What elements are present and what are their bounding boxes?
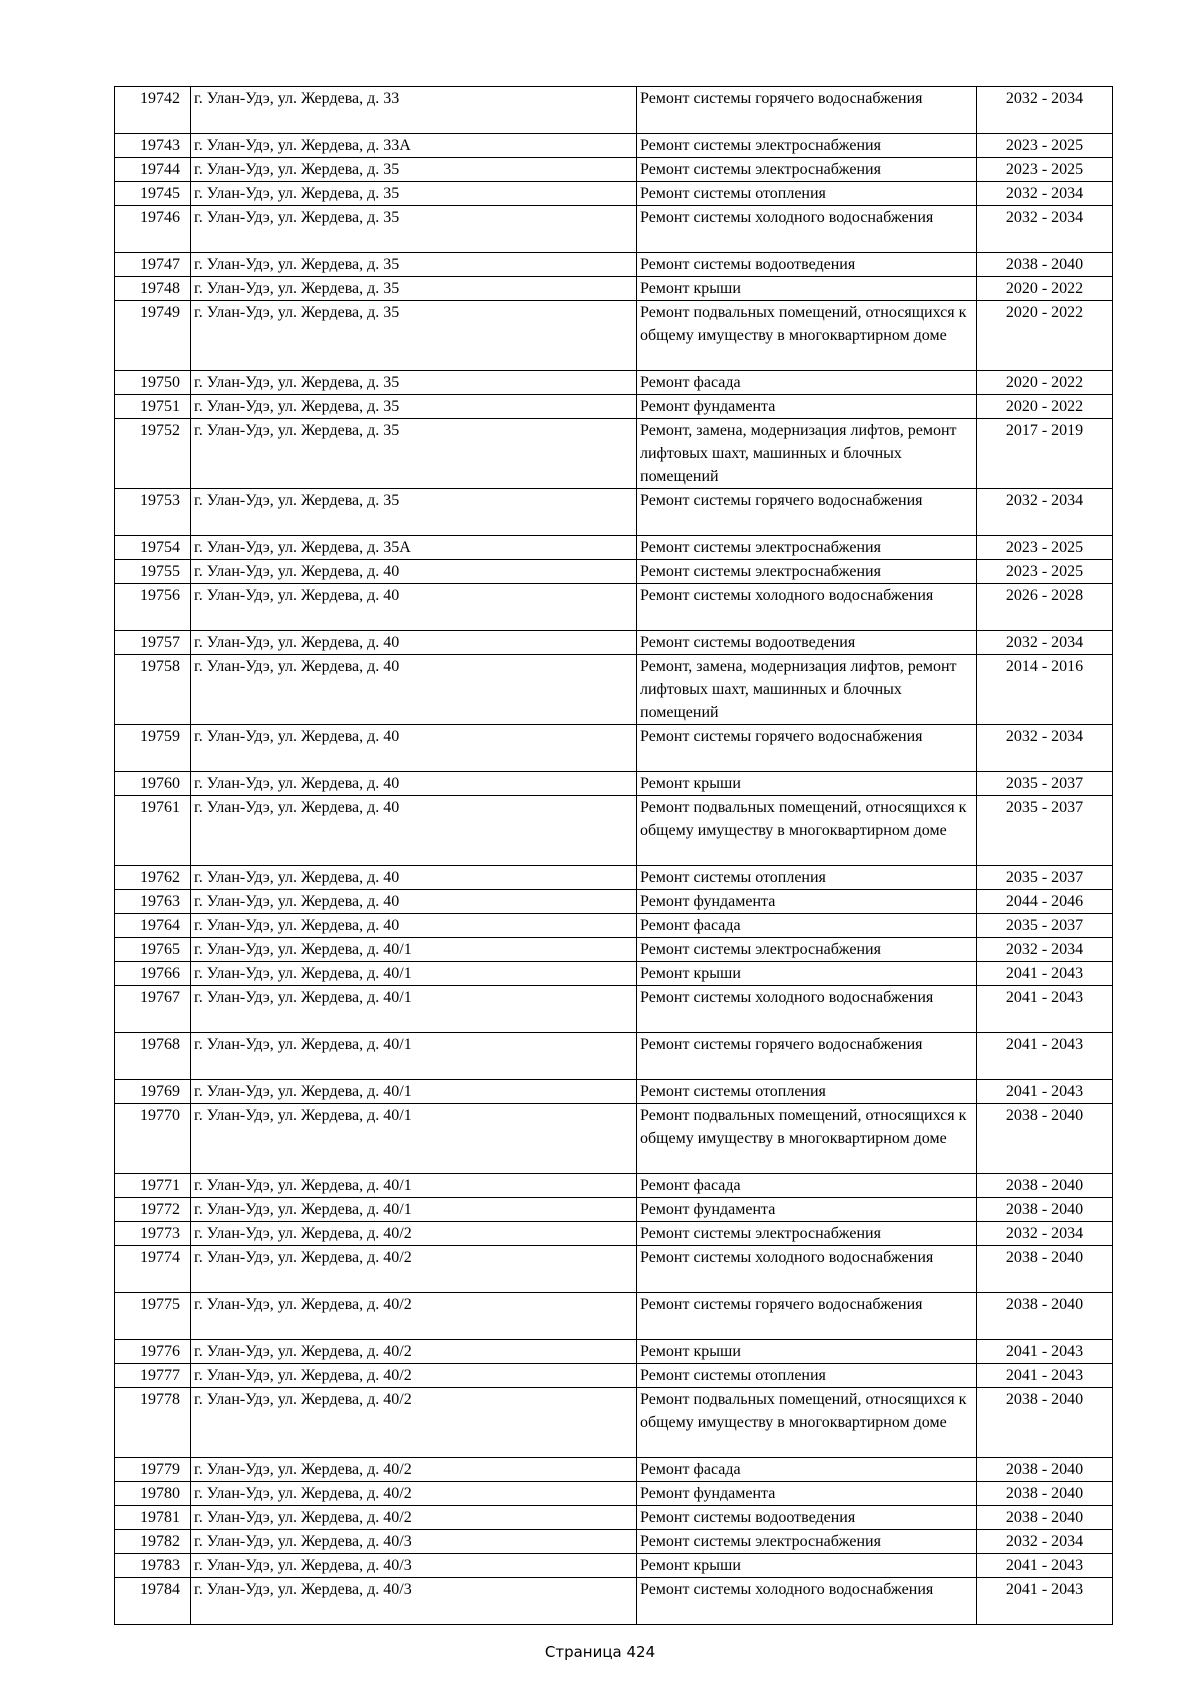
period-cell: 2041 - 2043	[977, 1554, 1113, 1578]
period-cell: 2035 - 2037	[977, 914, 1113, 938]
address-cell: г. Улан-Удэ, ул. Жердева, д. 40	[191, 584, 637, 631]
address-cell: г. Улан-Удэ, ул. Жердева, д. 40	[191, 655, 637, 725]
period-cell: 2032 - 2034	[977, 1530, 1113, 1554]
row-number-cell: 19754	[115, 536, 191, 560]
table-row	[115, 536, 1113, 560]
table-row	[115, 962, 1113, 986]
row-number-cell: 19757	[115, 631, 191, 655]
period-cell: 2038 - 2040	[977, 1293, 1113, 1340]
period-cell: 2032 - 2034	[977, 1222, 1113, 1246]
table-row	[115, 1388, 1113, 1458]
period-cell: 2038 - 2040	[977, 1174, 1113, 1198]
table-row	[115, 631, 1113, 655]
address-cell: г. Улан-Удэ, ул. Жердева, д. 40/1	[191, 986, 637, 1033]
row-number-cell: 19782	[115, 1530, 191, 1554]
table-row	[115, 1174, 1113, 1198]
address-cell: г. Улан-Удэ, ул. Жердева, д. 40/1	[191, 962, 637, 986]
period-cell: 2032 - 2034	[977, 87, 1113, 134]
period-cell: 2038 - 2040	[977, 1506, 1113, 1530]
table-row	[115, 890, 1113, 914]
table-row	[115, 1482, 1113, 1506]
address-cell: г. Улан-Удэ, ул. Жердева, д. 40/1	[191, 1198, 637, 1222]
row-number-cell: 19742	[115, 87, 191, 134]
address-cell: г. Улан-Удэ, ул. Жердева, д. 35	[191, 206, 637, 253]
period-cell: 2032 - 2034	[977, 725, 1113, 772]
table-row	[115, 938, 1113, 962]
period-cell: 2026 - 2028	[977, 584, 1113, 631]
table-row	[115, 866, 1113, 890]
work-type-cell: Ремонт системы горячего водоснабжения	[637, 1293, 977, 1340]
work-type-cell: Ремонт системы отопления	[637, 182, 977, 206]
work-type-cell: Ремонт системы отопления	[637, 1080, 977, 1104]
table-row	[115, 1033, 1113, 1080]
address-cell: г. Улан-Удэ, ул. Жердева, д. 40	[191, 866, 637, 890]
address-cell: г. Улан-Удэ, ул. Жердева, д. 40/3	[191, 1530, 637, 1554]
work-type-cell: Ремонт системы электроснабжения	[637, 1222, 977, 1246]
period-cell: 2038 - 2040	[977, 1482, 1113, 1506]
address-cell: г. Улан-Удэ, ул. Жердева, д. 40/2	[191, 1388, 637, 1458]
row-number-cell: 19774	[115, 1246, 191, 1293]
period-cell: 2023 - 2025	[977, 536, 1113, 560]
table-row	[115, 301, 1113, 371]
row-number-cell: 19776	[115, 1340, 191, 1364]
work-type-cell: Ремонт системы холодного водоснабжения	[637, 1246, 977, 1293]
row-number-cell: 19751	[115, 395, 191, 419]
work-type-cell: Ремонт, замена, модернизация лифтов, ремонт лифтовых шахт, машинных и блочных помещений	[637, 655, 977, 725]
address-cell: г. Улан-Удэ, ул. Жердева, д. 40/2	[191, 1482, 637, 1506]
table-row	[115, 986, 1113, 1033]
table-row	[115, 1104, 1113, 1174]
work-type-cell: Ремонт фасада	[637, 371, 977, 395]
row-number-cell: 19748	[115, 277, 191, 301]
period-cell: 2035 - 2037	[977, 796, 1113, 866]
address-cell: г. Улан-Удэ, ул. Жердева, д. 40/2	[191, 1246, 637, 1293]
table-row	[115, 253, 1113, 277]
address-cell: г. Улан-Удэ, ул. Жердева, д. 40	[191, 914, 637, 938]
address-cell: г. Улан-Удэ, ул. Жердева, д. 40/1	[191, 1104, 637, 1174]
period-cell: 2020 - 2022	[977, 395, 1113, 419]
row-number-cell: 19779	[115, 1458, 191, 1482]
work-type-cell: Ремонт подвальных помещений, относящихся к общему имуществу в многоквартирном доме	[637, 1104, 977, 1174]
row-number-cell: 19763	[115, 890, 191, 914]
work-type-cell: Ремонт фундамента	[637, 1482, 977, 1506]
work-type-cell: Ремонт системы электроснабжения	[637, 938, 977, 962]
row-number-cell: 19761	[115, 796, 191, 866]
table-row	[115, 1554, 1113, 1578]
address-cell: г. Улан-Удэ, ул. Жердева, д. 40	[191, 631, 637, 655]
row-number-cell: 19775	[115, 1293, 191, 1340]
period-cell: 2035 - 2037	[977, 866, 1113, 890]
address-cell: г. Улан-Удэ, ул. Жердева, д. 35	[191, 158, 637, 182]
table-row	[115, 395, 1113, 419]
work-type-cell: Ремонт фундамента	[637, 890, 977, 914]
table-row	[115, 1506, 1113, 1530]
address-cell: г. Улан-Удэ, ул. Жердева, д. 40	[191, 560, 637, 584]
work-type-cell: Ремонт фундамента	[637, 1198, 977, 1222]
row-number-cell: 19769	[115, 1080, 191, 1104]
page-number: Страница 424	[544, 1643, 656, 1661]
address-cell: г. Улан-Удэ, ул. Жердева, д. 35	[191, 301, 637, 371]
period-cell: 2020 - 2022	[977, 277, 1113, 301]
address-cell: г. Улан-Удэ, ул. Жердева, д. 40/2	[191, 1364, 637, 1388]
work-type-cell: Ремонт системы электроснабжения	[637, 536, 977, 560]
work-type-cell: Ремонт системы электроснабжения	[637, 134, 977, 158]
work-type-cell: Ремонт системы электроснабжения	[637, 1530, 977, 1554]
table-row	[115, 1458, 1113, 1482]
table-row	[115, 1364, 1113, 1388]
period-cell: 2032 - 2034	[977, 206, 1113, 253]
work-type-cell: Ремонт крыши	[637, 962, 977, 986]
row-number-cell: 19783	[115, 1554, 191, 1578]
address-cell: г. Улан-Удэ, ул. Жердева, д. 40/1	[191, 938, 637, 962]
period-cell: 2032 - 2034	[977, 182, 1113, 206]
work-type-cell: Ремонт, замена, модернизация лифтов, ремонт лифтовых шахт, машинных и блочных помещений	[637, 419, 977, 489]
address-cell: г. Улан-Удэ, ул. Жердева, д. 40/2	[191, 1222, 637, 1246]
row-number-cell: 19768	[115, 1033, 191, 1080]
table-row	[115, 1222, 1113, 1246]
period-cell: 2041 - 2043	[977, 986, 1113, 1033]
table-row	[115, 206, 1113, 253]
row-number-cell: 19777	[115, 1364, 191, 1388]
row-number-cell: 19781	[115, 1506, 191, 1530]
row-number-cell: 19747	[115, 253, 191, 277]
row-number-cell: 19784	[115, 1578, 191, 1625]
work-type-cell: Ремонт крыши	[637, 1554, 977, 1578]
table-row	[115, 277, 1113, 301]
period-cell: 2020 - 2022	[977, 371, 1113, 395]
row-number-cell: 19764	[115, 914, 191, 938]
table-row	[115, 158, 1113, 182]
row-number-cell: 19770	[115, 1104, 191, 1174]
work-type-cell: Ремонт крыши	[637, 1340, 977, 1364]
work-type-cell: Ремонт системы холодного водоснабжения	[637, 206, 977, 253]
work-type-cell: Ремонт крыши	[637, 772, 977, 796]
work-type-cell: Ремонт фундамента	[637, 395, 977, 419]
period-cell: 2041 - 2043	[977, 1080, 1113, 1104]
address-cell: г. Улан-Удэ, ул. Жердева, д. 40/3	[191, 1554, 637, 1578]
address-cell: г. Улан-Удэ, ул. Жердева, д. 33	[191, 87, 637, 134]
address-cell: г. Улан-Удэ, ул. Жердева, д. 35	[191, 371, 637, 395]
work-type-cell: Ремонт системы горячего водоснабжения	[637, 1033, 977, 1080]
period-cell: 2038 - 2040	[977, 1104, 1113, 1174]
period-cell: 2038 - 2040	[977, 1388, 1113, 1458]
table-row	[115, 1080, 1113, 1104]
table-row	[115, 1293, 1113, 1340]
row-number-cell: 19778	[115, 1388, 191, 1458]
address-cell: г. Улан-Удэ, ул. Жердева, д. 40/2	[191, 1293, 637, 1340]
work-type-cell: Ремонт системы отопления	[637, 1364, 977, 1388]
period-cell: 2035 - 2037	[977, 772, 1113, 796]
row-number-cell: 19765	[115, 938, 191, 962]
address-cell: г. Улан-Удэ, ул. Жердева, д. 40	[191, 890, 637, 914]
work-type-cell: Ремонт системы водоотведения	[637, 631, 977, 655]
table-row	[115, 584, 1113, 631]
period-cell: 2041 - 2043	[977, 1340, 1113, 1364]
row-number-cell: 19756	[115, 584, 191, 631]
work-type-cell: Ремонт системы водоотведения	[637, 253, 977, 277]
row-number-cell: 19744	[115, 158, 191, 182]
address-cell: г. Улан-Удэ, ул. Жердева, д. 40/2	[191, 1340, 637, 1364]
period-cell: 2038 - 2040	[977, 1198, 1113, 1222]
row-number-cell: 19755	[115, 560, 191, 584]
address-cell: г. Улан-Удэ, ул. Жердева, д. 35	[191, 277, 637, 301]
work-type-cell: Ремонт системы холодного водоснабжения	[637, 584, 977, 631]
row-number-cell: 19753	[115, 489, 191, 536]
period-cell: 2041 - 2043	[977, 1364, 1113, 1388]
table-row	[115, 371, 1113, 395]
table-row	[115, 1530, 1113, 1554]
row-number-cell: 19762	[115, 866, 191, 890]
work-type-cell: Ремонт системы горячего водоснабжения	[637, 87, 977, 134]
period-cell: 2044 - 2046	[977, 890, 1113, 914]
period-cell: 2041 - 2043	[977, 1033, 1113, 1080]
address-cell: г. Улан-Удэ, ул. Жердева, д. 40	[191, 725, 637, 772]
work-type-cell: Ремонт подвальных помещений, относящихся к общему имуществу в многоквартирном доме	[637, 1388, 977, 1458]
row-number-cell: 19745	[115, 182, 191, 206]
work-type-cell: Ремонт системы отопления	[637, 866, 977, 890]
period-cell: 2032 - 2034	[977, 631, 1113, 655]
work-type-cell: Ремонт фасада	[637, 1174, 977, 1198]
row-number-cell: 19772	[115, 1198, 191, 1222]
table-row	[115, 1340, 1113, 1364]
address-cell: г. Улан-Удэ, ул. Жердева, д. 35	[191, 253, 637, 277]
row-number-cell: 19780	[115, 1482, 191, 1506]
address-cell: г. Улан-Удэ, ул. Жердева, д. 40/2	[191, 1506, 637, 1530]
address-cell: г. Улан-Удэ, ул. Жердева, д. 35А	[191, 536, 637, 560]
work-type-cell: Ремонт крыши	[637, 277, 977, 301]
table-row	[115, 725, 1113, 772]
address-cell: г. Улан-Удэ, ул. Жердева, д. 40/1	[191, 1033, 637, 1080]
table-row	[115, 1198, 1113, 1222]
period-cell: 2023 - 2025	[977, 134, 1113, 158]
row-number-cell: 19766	[115, 962, 191, 986]
row-number-cell: 19752	[115, 419, 191, 489]
period-cell: 2014 - 2016	[977, 655, 1113, 725]
table-row	[115, 182, 1113, 206]
table-row	[115, 489, 1113, 536]
period-cell: 2032 - 2034	[977, 938, 1113, 962]
work-type-cell: Ремонт системы водоотведения	[637, 1506, 977, 1530]
row-number-cell: 19773	[115, 1222, 191, 1246]
table-row	[115, 914, 1113, 938]
address-cell: г. Улан-Удэ, ул. Жердева, д. 35	[191, 419, 637, 489]
table-row	[115, 1246, 1113, 1293]
repair-schedule-table	[114, 86, 1113, 1625]
work-type-cell: Ремонт системы электроснабжения	[637, 158, 977, 182]
period-cell: 2041 - 2043	[977, 1578, 1113, 1625]
row-number-cell: 19760	[115, 772, 191, 796]
table-row	[115, 1578, 1113, 1625]
period-cell: 2023 - 2025	[977, 560, 1113, 584]
period-cell: 2041 - 2043	[977, 962, 1113, 986]
period-cell: 2020 - 2022	[977, 301, 1113, 371]
row-number-cell: 19749	[115, 301, 191, 371]
row-number-cell: 19771	[115, 1174, 191, 1198]
row-number-cell: 19759	[115, 725, 191, 772]
address-cell: г. Улан-Удэ, ул. Жердева, д. 40/1	[191, 1174, 637, 1198]
row-number-cell: 19758	[115, 655, 191, 725]
table-row	[115, 134, 1113, 158]
address-cell: г. Улан-Удэ, ул. Жердева, д. 40/2	[191, 1458, 637, 1482]
period-cell: 2038 - 2040	[977, 1458, 1113, 1482]
table-row	[115, 796, 1113, 866]
address-cell: г. Улан-Удэ, ул. Жердева, д. 35	[191, 395, 637, 419]
period-cell: 2038 - 2040	[977, 1246, 1113, 1293]
work-type-cell: Ремонт фасада	[637, 1458, 977, 1482]
table-row	[115, 560, 1113, 584]
address-cell: г. Улан-Удэ, ул. Жердева, д. 35	[191, 489, 637, 536]
table-row	[115, 419, 1113, 489]
address-cell: г. Улан-Удэ, ул. Жердева, д. 40/1	[191, 1080, 637, 1104]
table-row	[115, 87, 1113, 134]
table-row	[115, 772, 1113, 796]
address-cell: г. Улан-Удэ, ул. Жердева, д. 40	[191, 796, 637, 866]
work-type-cell: Ремонт подвальных помещений, относящихся к общему имуществу в многоквартирном доме	[637, 301, 977, 371]
row-number-cell: 19767	[115, 986, 191, 1033]
period-cell: 2017 - 2019	[977, 419, 1113, 489]
repair-schedule-body	[115, 87, 1113, 1625]
work-type-cell: Ремонт системы горячего водоснабжения	[637, 489, 977, 536]
address-cell: г. Улан-Удэ, ул. Жердева, д. 33А	[191, 134, 637, 158]
address-cell: г. Улан-Удэ, ул. Жердева, д. 40/3	[191, 1578, 637, 1625]
work-type-cell: Ремонт системы холодного водоснабжения	[637, 1578, 977, 1625]
row-number-cell: 19743	[115, 134, 191, 158]
work-type-cell: Ремонт системы горячего водоснабжения	[637, 725, 977, 772]
table-row	[115, 655, 1113, 725]
address-cell: г. Улан-Удэ, ул. Жердева, д. 35	[191, 182, 637, 206]
period-cell: 2023 - 2025	[977, 158, 1113, 182]
address-cell: г. Улан-Удэ, ул. Жердева, д. 40	[191, 772, 637, 796]
work-type-cell: Ремонт фасада	[637, 914, 977, 938]
row-number-cell: 19746	[115, 206, 191, 253]
period-cell: 2038 - 2040	[977, 253, 1113, 277]
row-number-cell: 19750	[115, 371, 191, 395]
work-type-cell: Ремонт системы электроснабжения	[637, 560, 977, 584]
period-cell: 2032 - 2034	[977, 489, 1113, 536]
work-type-cell: Ремонт системы холодного водоснабжения	[637, 986, 977, 1033]
work-type-cell: Ремонт подвальных помещений, относящихся к общему имуществу в многоквартирном доме	[637, 796, 977, 866]
